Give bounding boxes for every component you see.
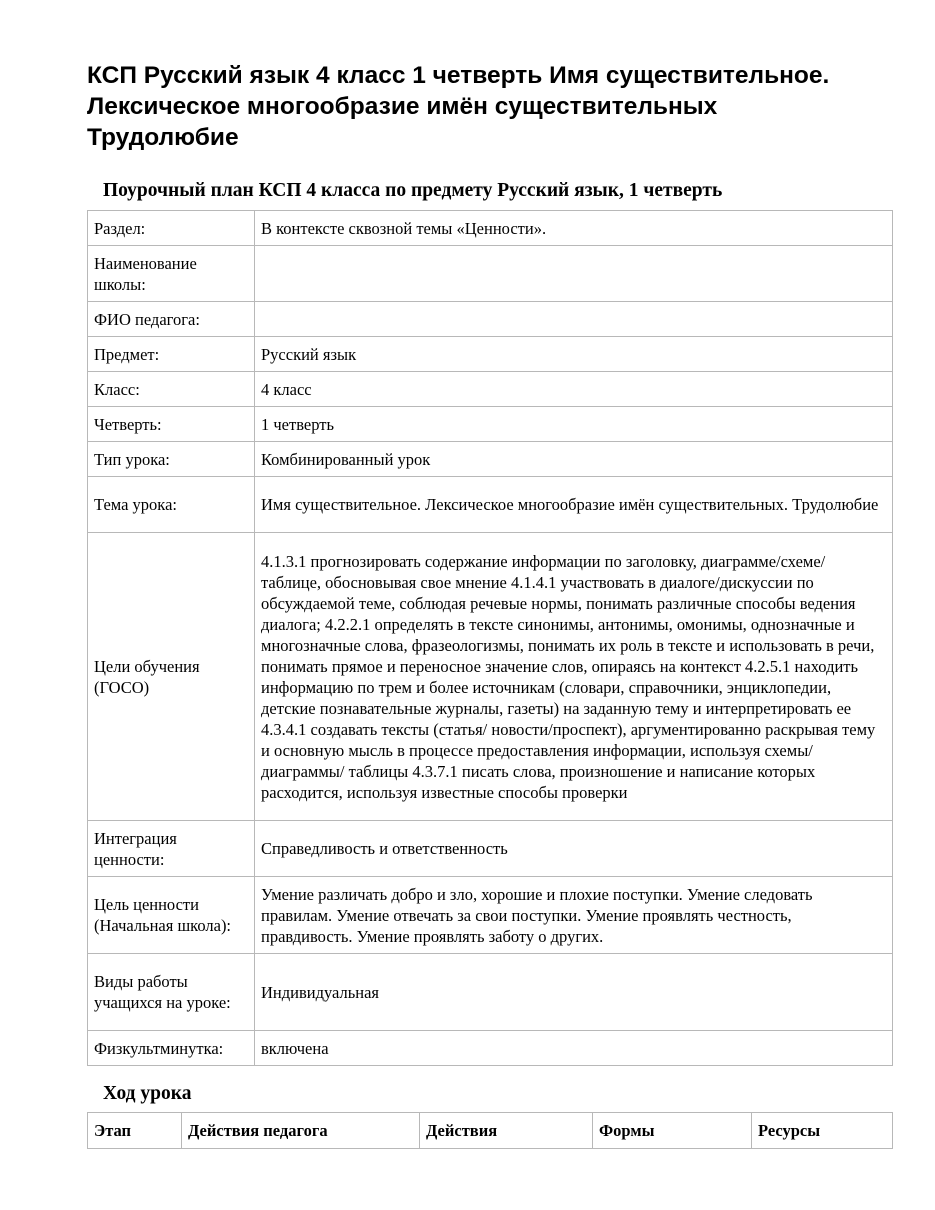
table-row: [88, 1031, 893, 1066]
row-label: Раздел:: [88, 211, 255, 246]
column-header-forms: Формы: [593, 1113, 752, 1149]
row-value: 4 класс: [255, 372, 893, 407]
row-value: В контексте сквозной темы «Ценности».: [255, 211, 893, 246]
row-label: Предмет:: [88, 337, 255, 372]
table-row: [88, 954, 893, 1031]
column-header-actions: Действия: [420, 1113, 593, 1149]
lesson-course-table: [87, 1112, 893, 1149]
row-label: Класс:: [88, 372, 255, 407]
row-value: Индивидуальная: [255, 954, 893, 1031]
table-row: [88, 407, 893, 442]
row-label: Цели обучения (ГОСО): [88, 533, 255, 821]
row-value: [255, 302, 893, 337]
column-header-resources: Ресурсы: [752, 1113, 893, 1149]
row-value: Комбинированный урок: [255, 442, 893, 477]
row-value: Имя существительное. Лексическое многообразие имён существительных. Трудолюбие: [255, 477, 893, 533]
row-label: Виды работы учащихся на уроке:: [88, 954, 255, 1031]
row-label: Интеграция ценности:: [88, 821, 255, 877]
column-header-teacher-actions: Действия педагога: [182, 1113, 420, 1149]
table-row: [88, 302, 893, 337]
row-value: включена: [255, 1031, 893, 1066]
table-row: [88, 337, 893, 372]
row-value: Русский язык: [255, 337, 893, 372]
document-title: КСП Русский язык 4 класс 1 четверть Имя существительное. Лексическое многообразие имён существительных Трудолюбие: [87, 62, 830, 151]
table-row: [88, 877, 893, 954]
row-label: Физкультминутка:: [88, 1031, 255, 1066]
table-row: [88, 442, 893, 477]
row-label: Наименование школы:: [88, 246, 255, 302]
row-label: Цель ценности (Начальная школа):: [88, 877, 255, 954]
row-value: 4.1.3.1 прогнозировать содержание информации по заголовку, диаграмме/схеме/ таблице, обосновывая свое мнение 4.1.4.1 участвовать в диалоге/дискуссии по обсуждаемой теме, соблюдая речевые нормы, понимать различные способы ведения диалога; 4.2.2.1 определять в тексте синонимы, антонимы, омонимы, однозначные и многозначные слова, фразеологизмы, понимать их роль в тексте и использовать в речи, понимать прямое и переносное значение слов, опираясь на контекст 4.2.5.1 находить информацию по трем и более источникам (словари, справочники, энциклопедии, детские познавательные журналы, газеты) на заданную тему и интерпретировать ее 4.3.4.1 создавать тексты (статья/ новости/проспект), аргументированно раскрывая тему и основную мысль в процессе предоставления информации, используя схемы/диаграммы/ таблицы 4.3.7.1 писать слова, произношение и написание которых расходится, используя известные способы проверки: [255, 533, 893, 821]
row-label: Тема урока:: [88, 477, 255, 533]
row-value: [255, 246, 893, 302]
column-header-stage: Этап: [88, 1113, 182, 1149]
plan-heading: Поурочный план КСП 4 класса по предмету Русский язык, 1 четверть: [103, 180, 723, 201]
row-label: ФИО педагога:: [88, 302, 255, 337]
table-row: [88, 372, 893, 407]
row-label: Четверть:: [88, 407, 255, 442]
row-value: Умение различать добро и зло, хорошие и плохие поступки. Умение следовать правилам. Умение отвечать за свои поступки. Умение проявлять честность, правдивость. Умение проявлять заботу о других.: [255, 877, 893, 954]
row-label: Тип урока:: [88, 442, 255, 477]
row-value: Справедливость и ответственность: [255, 821, 893, 877]
table-header-row: [88, 1113, 893, 1149]
row-value: 1 четверть: [255, 407, 893, 442]
course-heading: Ход урока: [103, 1083, 192, 1104]
table-row: [88, 211, 893, 246]
table-row: [88, 477, 893, 533]
lesson-info-table: [87, 210, 893, 1066]
table-row: [88, 246, 893, 302]
table-row: [88, 821, 893, 877]
table-row: [88, 533, 893, 821]
